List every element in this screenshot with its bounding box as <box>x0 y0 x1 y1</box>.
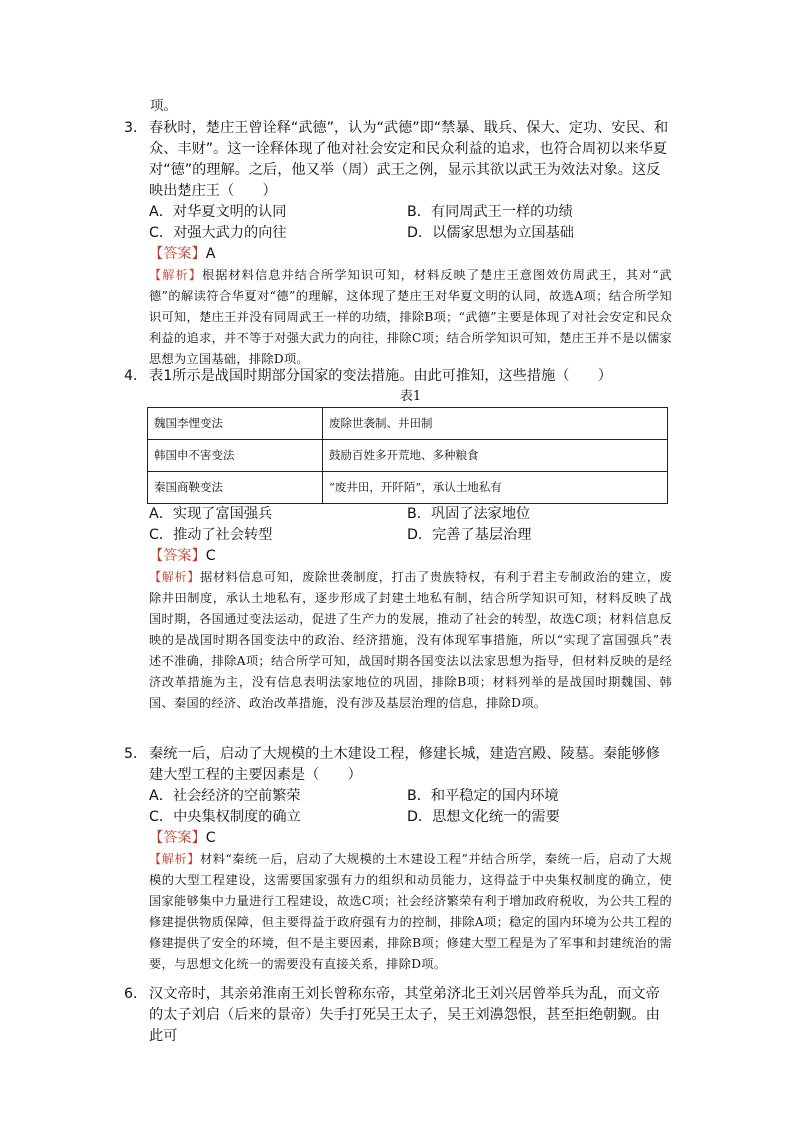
explanation <box>149 849 672 975</box>
explanation-tag: 【解析】 <box>149 268 202 282</box>
options <box>149 202 672 244</box>
option-d: D．以儒家思想为立国基础 <box>407 225 574 241</box>
table-cell: 废除世袭制、井田制 <box>323 408 668 440</box>
table-cell: 鼓励百姓多开荒地、多种粮食 <box>323 440 668 472</box>
question-number: 5． <box>124 746 148 762</box>
option-c: C．推动了社会转型 <box>149 527 273 543</box>
previous-question-fragment: 项。 <box>150 98 177 114</box>
question-6 <box>124 984 672 1047</box>
option-c: C．对强大武力的向往 <box>149 225 287 241</box>
question-stem: 秦统一后，启动了大规模的土木建设工程，修建长城，建造宫殿、陵墓。秦能够修建大型工程的主要因素是（ ） <box>149 746 660 783</box>
option-a: A．社会经济的空前繁荣 <box>149 788 301 804</box>
answer-value: A <box>205 246 216 262</box>
table-cell: “废井田，开阡陌”，承认土地私有 <box>323 472 668 504</box>
option-a: A．对华夏文明的认同 <box>149 204 287 220</box>
table-cell: 韩国申不害变法 <box>148 440 323 472</box>
options <box>149 786 672 828</box>
answer-line <box>149 244 672 265</box>
explanation-tag: 【解析】 <box>149 852 200 866</box>
options <box>149 504 672 546</box>
answer-value: C <box>205 830 216 846</box>
answer-tag: 【答案】 <box>149 246 206 262</box>
question-4 <box>124 366 672 714</box>
question-number: 4． <box>124 368 148 384</box>
table-cell: 魏国李悝变法 <box>148 408 323 440</box>
question-stem: 表1所示是战国时期部分国家的变法措施。由此可推知，这些措施（ ） <box>149 368 613 384</box>
answer-value: C <box>205 548 216 564</box>
option-d: D．完善了基层治理 <box>407 527 532 543</box>
table-row <box>148 408 668 440</box>
option-a: A．实现了富国强兵 <box>149 506 273 522</box>
question-stem: 汉文帝时，其亲弟淮南王刘长曾称东帝，其堂弟济北王刘兴居曾举兵为乱，而文帝的太子刘启（后来的景帝）失手打死吴王太子，吴王刘濞怨恨，甚至拒绝朝觐。由此可 <box>149 986 660 1044</box>
answer-tag: 【答案】 <box>149 548 206 564</box>
explanation-text: 据材料信息可知，废除世袭制度，打击了贵族特权，有利于君主专制政治的建立，废除井田制度，承认土地私有，逐步形成了封建土地私有制，结合所学知识可知，材料反映了战国时期，各国通过变法运动，促进了生产力的发展，推动了社会的转型，故选C项；材料信息反映的是战国时期各国变法中的政治、经济措施，没有体现军事措施，所以“实现了富国强兵”表述不准确，排除A项；结合所学可知，战国时期各国变法以法家思想为指导，但材料反映的是经济改革措施为主，没有信息表明法家地位的巩固，排除B项；材料列举的是战国时期魏国、韩国、秦国的经济、政治改革措施，没有涉及基层治理的信息，排除D项。 <box>149 570 672 710</box>
answer-tag: 【答案】 <box>149 830 206 846</box>
question-number: 3． <box>124 120 148 136</box>
option-b: B．巩固了法家地位 <box>407 506 531 522</box>
option-d: D．思想文化统一的需要 <box>407 809 560 825</box>
explanation <box>149 265 672 370</box>
table-row <box>148 440 668 472</box>
option-b: B．有同周武王一样的功绩 <box>407 204 573 220</box>
explanation-text: 材料“秦统一后，启动了大规模的土木建设工程”并结合所学，秦统一后，启动了大规模的大型工程建设，这需要国家强有力的组织和动员能力，这得益于中央集权制度的确立，使国家能够集中力量进行工程建设，故选C项；社会经济繁荣有利于增加政府税收，为公共工程的修建提供物质保障，但主要得益于政府强有力的控制，排除A项；稳定的国内环境为公共工程的修建提供了安全的环境，但不是主要因素，排除B项；修建大型工程是为了军事和封建统治的需要，与思想文化统一的需要没有直接关系，排除D项。 <box>149 852 672 971</box>
option-c: C．中央集权制度的确立 <box>149 809 301 825</box>
question-stem: 春秋时，楚庄王曾诠释“武德”，认为“武德”即“禁暴、戢兵、保大、定功、安民、和众、丰财”。这一诠释体现了他对社会安定和民众利益的追求，也符合周初以来华夏对“德”的理解。之后，他又举（周）武王之例，显示其欲以武王为效法对象。这反映出楚庄王（ ） <box>149 120 669 199</box>
table-cell: 秦国商鞅变法 <box>148 472 323 504</box>
question-5 <box>124 744 672 975</box>
question-3 <box>124 118 672 370</box>
answer-line <box>149 828 672 849</box>
option-b: B．和平稳定的国内环境 <box>407 788 559 804</box>
explanation-tag: 【解析】 <box>149 570 201 584</box>
table-row <box>148 472 668 504</box>
answer-line <box>149 546 672 567</box>
question-number: 6． <box>124 986 148 1002</box>
explanation-text: 根据材料信息并结合所学知识可知，材料反映了楚庄王意图效仿周武王，其对“武德”的解读符合华夏对“德”的理解，这体现了楚庄王对华夏文明的认同，故选A项；结合所学知识可知，楚庄王并没有同周武王一样的功绩，排除B项；“武德”主要是体现了对社会安定和民众利益的追求，并不等于对强大武力的向往，排除C项；结合所学知识可知，楚庄王并不是以儒家思想为立国基础，排除D项。 <box>149 268 673 366</box>
explanation <box>149 567 672 714</box>
table-caption: 表1 <box>399 389 422 404</box>
reform-table <box>147 407 668 504</box>
